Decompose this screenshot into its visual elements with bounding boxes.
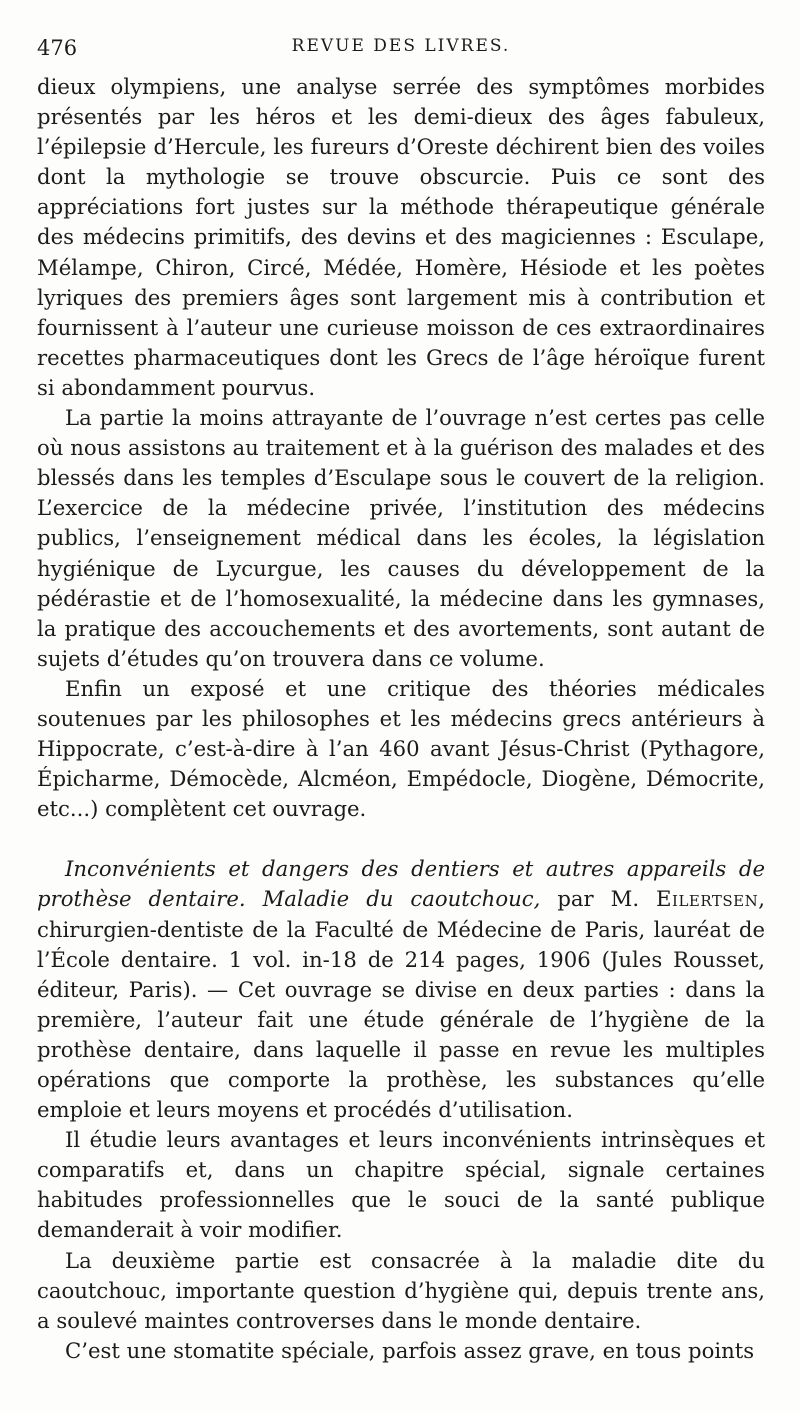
review1-paragraph-2: La partie la moins attrayante de l’ouvrage n’est certes pas celle où nous assistons au traitement et à la guérison des malades et des blessés dans les temples d’Esculape sous le couvert de la religion. L’exercice de la médecine privée, l’institution des médecins publics, l’enseignement médical dans les écoles, la législation hygiénique de Lycurgue, les causes du développement de la pédérastie et de l’homosexualité, la médecine dans les gymnases, la pratique des accouchements et des avortements, sont autant de sujets d’études qu’on trouvera dans ce volume.	[37, 405, 765, 671]
page-number: 476	[37, 36, 78, 60]
review2-paragraph-3: La deuxième partie est consacrée à la maladie dite du caoutchouc, importante question d’hygiène qui, depuis trente ans, a soulevé maintes controverses dans le monde dentaire.	[37, 1247, 765, 1333]
review2-paragraph-2: Il étudie leurs avantages et leurs inconvénients intrinsèques et comparatifs et, dans un chapitre spécial, signale certaines habitudes professionnelles que le souci de la santé publique demanderait à voir modifier.	[37, 1127, 765, 1243]
journal-title: REVUE DES LIVRES.	[291, 36, 511, 56]
body-text	[37, 72, 765, 1366]
review2-paragraph-4: C’est une stomatite spéciale, parfois assez grave, en tous points	[65, 1337, 755, 1363]
review1-paragraph-3: Enfin un exposé et une critique des théories médicales soutenues par les philosophes et les médecins grecs antérieurs à Hippocrate, c’est-à-dire à l’an 460 avant Jésus-Christ (Pythagore, Épicharme, Démocède, Alcméon, Empédocle, Diogène, Démocrite, etc...) complètent cet ouvrage.	[37, 675, 765, 822]
review2-author: Eilertsen	[656, 886, 759, 912]
review2-paragraph-1-text: , chirurgien-dentiste de la Faculté de Médecine de Paris, lauréat de l’École dentaire. 1 vol. in-18 de 214 pages, 1906 (Jules Rousset, éditeur, Paris). — Cet ouvrage se divise en deux parties : dans la première, l’auteur fait une étude générale de l’hygiène de la prothèse dentaire, dans laquelle il passe en revue les multiples opérations que comporte la prothèse, les substances qu’elle emploie et leurs moyens et procédés d’utilisation.	[37, 886, 765, 1123]
running-head	[37, 30, 765, 58]
review2-paragraph-1	[37, 854, 765, 1125]
review2-book-title: Inconvénients et dangers des dentiers et autres appareils de prothèse dentaire. Maladie du caoutchouc,	[37, 856, 765, 912]
review1-paragraph-1: dieux olympiens, une analyse serrée des symptômes morbides présentés par les héros et les demi-dieux des âges fabuleux, l’épilepsie d’Hercule, les fureurs d’Oreste déchirent bien des voiles dont la mythologie se trouve obscurcie. Puis ce sont des appréciations fort justes sur la méthode thérapeutique générale des médecins primitifs, des devins et des magiciennes : Esculape, Mélampe, Chiron, Circé, Médée, Homère, Hésiode et les poètes lyriques des premiers âges sont largement mis à contribution et fournissent à l’auteur une curieuse moisson de ces extraordinaires recettes pharmaceutiques dont les Grecs de l’âge héroïque furent si abondamment pourvus.	[37, 74, 765, 400]
review-separator	[37, 824, 765, 854]
review2-by: par M.	[540, 886, 657, 912]
